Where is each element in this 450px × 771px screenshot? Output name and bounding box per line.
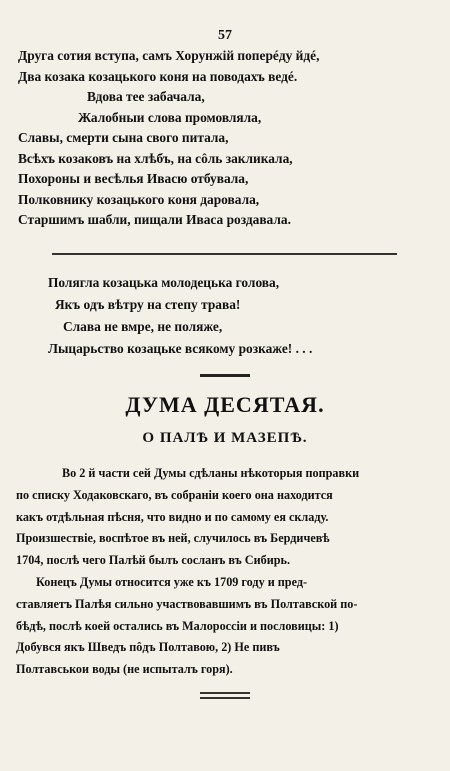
text-line: Полтавськои воды (не испыталъ горя). [16,662,233,677]
poem-line: Всѣхъ козаковъ на хлѣбъ, на сôль закликала, [18,150,293,166]
poem-stanza-2 [48,272,428,360]
text-line: Добувся якъ Шведъ пôдъ Полтавою, 2) Не пивъ [16,640,280,655]
commentary-text [16,463,434,681]
text-line: Конецъ Думы относится уже къ 1709 году и пред- [36,574,308,589]
double-divider [200,692,250,699]
poem-line: Полковнику козацького коня даровала, [18,191,260,207]
poem-line: Полягла козацька молодецька голова, [48,275,280,290]
poem-line: Старшимъ шабли, пищали Иваса роздавала. [18,212,291,227]
text-line: бѣдѣ, послѣ коей остались въ Малороссіи и пословицы: 1) [16,618,339,633]
page-number: 57 [218,28,232,43]
section-subtitle: О ПАЛѢ И МАЗЕПѢ. [142,430,308,446]
poem-line: Друга сотия вступа, самъ Хорунжій поперéду йдé, [18,48,320,63]
poem-line: Жалобныи слова промовляла, [78,109,262,125]
poem-line: Лыцарьство козацьке всякому розкаже! . . . [48,341,313,356]
poem-line: Два козака козацького коня на поводахъ ведé. [18,68,298,84]
text-line: Во 2 й части сей Думы сдѣланы нѣкоторыя поправки [62,466,360,480]
text-line: 1704, послѣ чего Палѣй былъ сосланъ въ Сибирь. [16,553,291,568]
poem-line: Славы, смерти сына свого питала, [18,130,229,145]
text-line: по списку Ходаковскаго, въ собраніи коего она находится [16,487,333,502]
text-line: какъ отдѣльная пѣсня, что видно и по самому ея складу. [16,509,329,524]
poem-stanza-1 [18,46,438,231]
text-line: ставляетъ Палѣя сильно участвовавшимъ въ Полтавской по- [16,596,358,611]
poem-line: Якъ одъ вѣтру на степу трава! [55,297,241,312]
poem-line: Вдова тее забачала, [87,89,205,104]
text-line: Произшествіе, воспѣтое въ ней, случилось въ Бердичевѣ [16,531,330,546]
divider-rule [52,253,397,255]
poem-line: Слава не вмре, не поляже, [63,319,223,334]
poem-line: Похороны и весѣлья Ивасю отбувала, [18,171,249,186]
short-divider [200,374,250,377]
section-title: ДУМА ДЕСЯТАЯ. [125,392,325,417]
